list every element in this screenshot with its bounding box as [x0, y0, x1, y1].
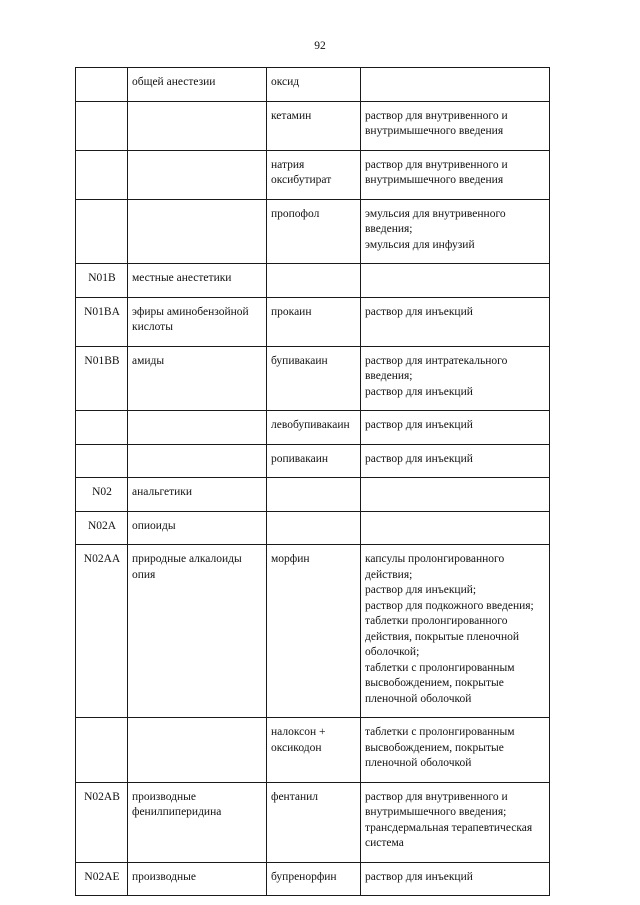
group-name-cell: [128, 718, 267, 783]
group-name-cell: опиоиды: [128, 511, 267, 545]
dosage-form-cell: [361, 782, 550, 862]
group-name-cell: местные анестетики: [128, 264, 267, 298]
group-name-cell: производные фенилпиперидина: [128, 782, 267, 862]
group-name-cell: [128, 101, 267, 150]
group-name-cell: [128, 199, 267, 264]
atc-code-cell: N02AA: [76, 545, 128, 718]
table-row: [76, 718, 550, 783]
atc-code-cell: N01B: [76, 264, 128, 298]
dosage-form-line: эмульсия для инфузий: [365, 238, 475, 251]
drug-name-cell: пропофол: [267, 199, 361, 264]
table-row: [76, 444, 550, 478]
drug-name-cell: налоксон + оксикодон: [267, 718, 361, 783]
atc-code-cell: [76, 411, 128, 445]
drug-name-cell: морфин: [267, 545, 361, 718]
dosage-form-line: раствор для инъекций: [365, 870, 473, 883]
dosage-form-line: раствор для инъекций: [365, 419, 473, 431]
dosage-form-line: капсулы пролонгированного действия;: [365, 553, 505, 581]
dosage-form-line: трансдермальная терапевтическая система: [365, 821, 533, 849]
table-row: [76, 862, 550, 896]
drug-name-cell: [267, 511, 361, 545]
atc-code-cell: [76, 68, 128, 102]
atc-code-cell: N02AB: [76, 782, 128, 862]
dosage-form-cell: [361, 297, 550, 346]
dosage-form-cell: [361, 411, 550, 445]
group-name-cell: [128, 150, 267, 199]
atc-code-cell: [76, 718, 128, 783]
dosage-form-cell: [361, 199, 550, 264]
drug-name-cell: прокаин: [267, 297, 361, 346]
dosage-form-line: раствор для внутривенного и внутримышечного введения: [365, 158, 508, 186]
page-number: 92: [314, 40, 326, 52]
atc-code-cell: [76, 199, 128, 264]
dosage-form-cell: [361, 264, 550, 298]
table-row: [76, 411, 550, 445]
drug-name-cell: [267, 264, 361, 298]
table-body: [76, 68, 550, 896]
group-name-cell: производные: [128, 862, 267, 896]
table-row: [76, 346, 550, 411]
table-row: [76, 297, 550, 346]
dosage-form-line: раствор для внутривенного и внутримышечного введения: [365, 109, 508, 137]
dosage-form-line: раствор для инъекций: [365, 385, 473, 398]
atc-code-cell: N01BB: [76, 346, 128, 411]
dosage-form-cell: [361, 444, 550, 478]
drug-table: [75, 67, 550, 896]
atc-code-cell: [76, 101, 128, 150]
group-name-cell: амиды: [128, 346, 267, 411]
dosage-form-cell: [361, 478, 550, 512]
table-row: [76, 150, 550, 199]
table-row: [76, 545, 550, 718]
dosage-form-line: раствор для внутривенного и внутримышечного введения;: [365, 790, 508, 818]
group-name-cell: эфиры аминобензойной кислоты: [128, 297, 267, 346]
dosage-form-cell: [361, 862, 550, 896]
table-row: [76, 511, 550, 545]
atc-code-cell: [76, 150, 128, 199]
drug-name-cell: [267, 478, 361, 512]
drug-name-cell: натрия оксибутират: [267, 150, 361, 199]
drug-name-cell: фентанил: [267, 782, 361, 862]
atc-code-cell: N02AE: [76, 862, 128, 896]
table-row: [76, 68, 550, 102]
group-name-cell: общей анестезии: [128, 68, 267, 102]
dosage-form-line: раствор для инъекций;: [365, 584, 477, 596]
drug-name-cell: оксид: [267, 68, 361, 102]
drug-name-cell: бупренорфин: [267, 862, 361, 896]
dosage-form-line: раствор для подкожного введения;: [365, 599, 534, 612]
table-row: [76, 264, 550, 298]
table-row: [76, 101, 550, 150]
dosage-form-line: раствор для инъекций: [365, 452, 473, 465]
drug-name-cell: ропивакаин: [267, 444, 361, 478]
atc-code-cell: N02A: [76, 511, 128, 545]
drug-name-cell: левобупивакаин: [267, 411, 361, 445]
dosage-form-cell: [361, 150, 550, 199]
dosage-form-line: эмульсия для внутривенного введения;: [365, 207, 506, 235]
dosage-form-cell: [361, 511, 550, 545]
group-name-cell: [128, 444, 267, 478]
group-name-cell: природные алкалоиды опия: [128, 545, 267, 718]
group-name-cell: [128, 411, 267, 445]
dosage-form-line: таблетки с пролонгированным высвобождением, покрытые пленочной оболочкой: [365, 661, 515, 705]
table-row: [76, 199, 550, 264]
atc-code-cell: [76, 444, 128, 478]
dosage-form-cell: [361, 101, 550, 150]
dosage-form-line: таблетки пролонгированного действия, покрытые пленочной оболочкой;: [365, 615, 520, 658]
dosage-form-cell: [361, 346, 550, 411]
dosage-form-cell: [361, 68, 550, 102]
atc-code-cell: N02: [76, 478, 128, 512]
drug-name-cell: бупивакаин: [267, 346, 361, 411]
atc-code-cell: N01BA: [76, 297, 128, 346]
dosage-form-line: таблетки с пролонгированным высвобождением, покрытые пленочной оболочкой: [365, 726, 515, 769]
table-row: [76, 478, 550, 512]
dosage-form-cell: [361, 718, 550, 783]
dosage-form-line: раствор для инъекций: [365, 305, 473, 318]
dosage-form-cell: [361, 545, 550, 718]
group-name-cell: анальгетики: [128, 478, 267, 512]
table-row: [76, 782, 550, 862]
drug-name-cell: кетамин: [267, 101, 361, 150]
dosage-form-line: раствор для интратекального введения;: [365, 354, 508, 382]
